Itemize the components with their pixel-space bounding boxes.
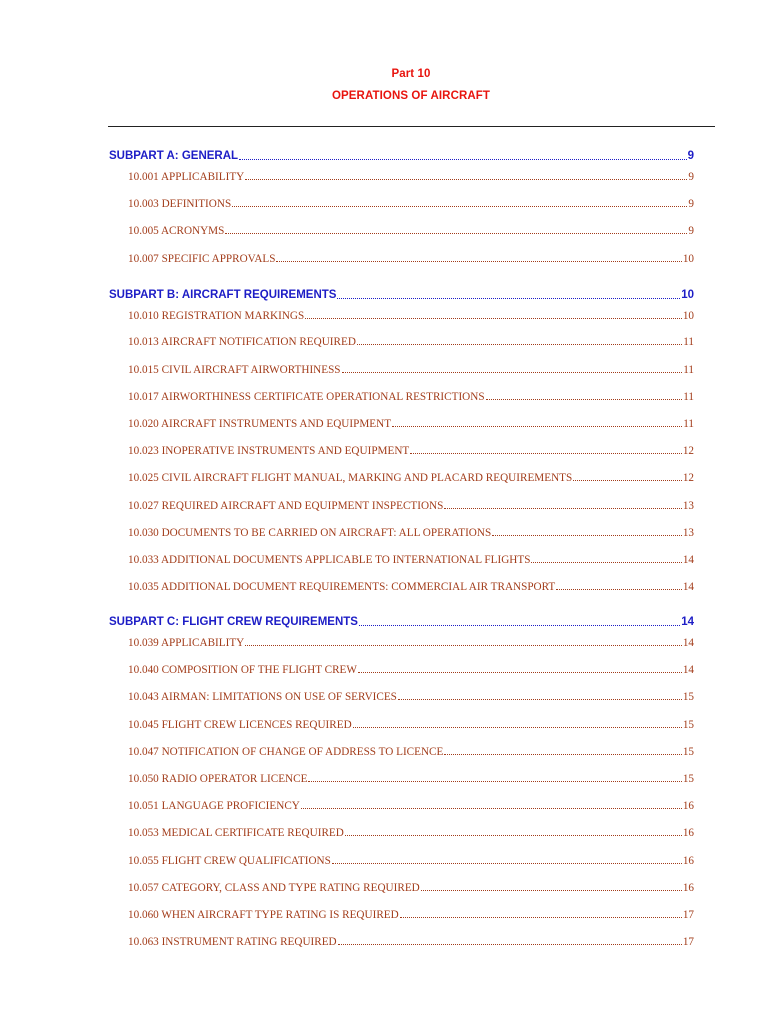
dot-leader <box>332 852 682 867</box>
toc-page-number: 10 <box>682 310 694 322</box>
toc-entry[interactable] <box>128 634 694 649</box>
toc-page-number: 10 <box>682 253 694 265</box>
toc-subpart-heading[interactable] <box>109 285 694 301</box>
dot-leader <box>345 824 682 839</box>
toc-entry-title: 10.045 FLIGHT CREW LICENCES REQUIRED <box>128 719 352 731</box>
dot-leader <box>337 285 680 301</box>
dot-leader <box>486 388 683 403</box>
toc-entry[interactable] <box>128 497 694 512</box>
toc-page-number: 11 <box>683 336 694 348</box>
toc-entry[interactable] <box>128 824 694 839</box>
toc-page-number: 15 <box>682 773 694 785</box>
toc-subpart-heading[interactable] <box>109 612 694 628</box>
toc-entry-title: 10.015 CIVIL AIRCRAFT AIRWORTHINESS <box>128 364 341 376</box>
toc-entry-title: SUBPART B: AIRCRAFT REQUIREMENTS <box>109 289 337 301</box>
toc-entry[interactable] <box>128 250 694 265</box>
toc-page-number: 14 <box>682 637 694 649</box>
dot-leader <box>556 578 682 593</box>
dot-leader <box>353 716 682 731</box>
toc-page-number: 12 <box>682 472 694 484</box>
toc-page-number: 12 <box>682 445 694 457</box>
toc-entry-title: 10.025 CIVIL AIRCRAFT FLIGHT MANUAL, MARKING AND PLACARD REQUIREMENTS <box>128 472 573 484</box>
dot-leader <box>357 333 682 348</box>
dot-leader <box>421 879 682 894</box>
toc-page-number: 14 <box>682 554 694 566</box>
toc-entry[interactable] <box>128 770 694 785</box>
dot-leader <box>492 524 682 539</box>
toc-page-number: 16 <box>682 800 694 812</box>
toc-page-number: 11 <box>683 418 694 430</box>
dot-leader <box>444 743 681 758</box>
dot-leader <box>239 146 687 162</box>
dot-leader <box>358 661 682 676</box>
dot-leader <box>245 168 687 183</box>
toc-entry-title: 10.039 APPLICABILITY <box>128 637 245 649</box>
toc-entry[interactable] <box>128 333 694 348</box>
toc-entry-title: 10.043 AIRMAN: LIMITATIONS ON USE OF SERVICES <box>128 691 397 703</box>
dot-leader <box>301 797 682 812</box>
dot-leader <box>305 307 682 322</box>
toc-page-number: 17 <box>682 936 694 948</box>
toc-entry[interactable] <box>128 852 694 867</box>
toc-page-number: 10 <box>681 289 694 301</box>
toc-page-number: 16 <box>682 827 694 839</box>
toc-page-number: 9 <box>688 198 694 210</box>
dot-leader <box>338 933 682 948</box>
toc-entry[interactable] <box>128 797 694 812</box>
toc-entry-title: 10.001 APPLICABILITY <box>128 171 245 183</box>
toc-page-number: 16 <box>682 855 694 867</box>
toc-entry-title: 10.010 REGISTRATION MARKINGS <box>128 310 305 322</box>
dot-leader <box>359 612 680 628</box>
toc-entry[interactable] <box>128 551 694 566</box>
toc-entry-title: 10.030 DOCUMENTS TO BE CARRIED ON AIRCRAFT: ALL OPERATIONS <box>128 527 492 539</box>
toc-entry[interactable] <box>128 578 694 593</box>
dot-leader <box>308 770 681 785</box>
toc-page-number: 9 <box>687 150 694 162</box>
dot-leader <box>398 688 682 703</box>
dot-leader <box>400 906 682 921</box>
toc-entry-title: 10.035 ADDITIONAL DOCUMENT REQUIREMENTS: COMMERCIAL AIR TRANSPORT <box>128 581 556 593</box>
toc-entry-title: 10.020 AIRCRAFT INSTRUMENTS AND EQUIPMENT <box>128 418 392 430</box>
toc-subpart-heading[interactable] <box>109 146 694 162</box>
toc-entry-title: 10.053 MEDICAL CERTIFICATE REQUIRED <box>128 827 344 839</box>
toc-entry-title: SUBPART C: FLIGHT CREW REQUIREMENTS <box>109 616 358 628</box>
toc-page-number: 14 <box>682 664 694 676</box>
dot-leader <box>531 551 681 566</box>
part-title: OPERATIONS OF AIRCRAFT <box>331 90 491 102</box>
dot-leader <box>245 634 682 649</box>
toc-page-number: 15 <box>682 691 694 703</box>
toc-entry[interactable] <box>128 879 694 894</box>
toc-entry[interactable] <box>128 388 694 403</box>
toc-entry[interactable] <box>128 222 694 237</box>
toc-entry[interactable] <box>128 307 694 322</box>
toc-entry-title: 10.055 FLIGHT CREW QUALIFICATIONS <box>128 855 331 867</box>
toc-page-number: 9 <box>688 171 694 183</box>
toc-page-number: 15 <box>682 719 694 731</box>
dot-leader <box>276 250 681 265</box>
dot-leader <box>342 361 683 376</box>
toc-entry[interactable] <box>128 168 694 183</box>
toc-page-number: 14 <box>682 581 694 593</box>
toc-page-number: 14 <box>681 616 694 628</box>
toc-entry[interactable] <box>128 688 694 703</box>
toc-entry-title: 10.013 AIRCRAFT NOTIFICATION REQUIRED <box>128 336 356 348</box>
toc-entry[interactable] <box>128 716 694 731</box>
dot-leader <box>444 497 681 512</box>
toc-entry-title: 10.060 WHEN AIRCRAFT TYPE RATING IS REQUIRED <box>128 909 399 921</box>
toc-entry[interactable] <box>128 743 694 758</box>
toc-entry-title: 10.063 INSTRUMENT RATING REQUIRED <box>128 936 337 948</box>
dot-leader <box>410 442 682 457</box>
toc-entry-title: 10.051 LANGUAGE PROFICIENCY <box>128 800 300 812</box>
dot-leader <box>573 469 682 484</box>
toc-entry[interactable] <box>128 469 694 484</box>
toc-entry-title: 10.033 ADDITIONAL DOCUMENTS APPLICABLE TO INTERNATIONAL FLIGHTS <box>128 554 531 566</box>
toc-entry[interactable] <box>128 195 694 210</box>
toc-entry-title: 10.003 DEFINITIONS <box>128 198 232 210</box>
dot-leader <box>392 415 682 430</box>
toc-entry[interactable] <box>128 933 694 948</box>
dot-leader <box>225 222 687 237</box>
toc-entry[interactable] <box>128 661 694 676</box>
toc-page-number: 16 <box>682 882 694 894</box>
toc-entry-title: 10.057 CATEGORY, CLASS AND TYPE RATING REQUIRED <box>128 882 420 894</box>
toc-entry-title: 10.023 INOPERATIVE INSTRUMENTS AND EQUIPMENT <box>128 445 410 457</box>
toc-entry[interactable] <box>128 361 694 376</box>
toc-page-number: 11 <box>683 391 694 403</box>
dot-leader <box>232 195 687 210</box>
toc-page-number: 13 <box>682 500 694 512</box>
toc-entry-title: 10.050 RADIO OPERATOR LICENCE <box>128 773 308 785</box>
toc-entry[interactable] <box>128 906 694 921</box>
toc-page-number: 11 <box>683 364 694 376</box>
header-divider <box>108 126 715 127</box>
toc-page-number: 13 <box>682 527 694 539</box>
toc-entry-title: 10.005 ACRONYMS <box>128 225 225 237</box>
part-number: Part 10 <box>391 68 431 80</box>
toc-entry[interactable] <box>128 442 694 457</box>
toc-entry-title: 10.017 AIRWORTHINESS CERTIFICATE OPERATIONAL RESTRICTIONS <box>128 391 485 403</box>
toc-entry-title: 10.047 NOTIFICATION OF CHANGE OF ADDRESS TO LICENCE <box>128 746 444 758</box>
toc-page-number: 17 <box>682 909 694 921</box>
toc-entry-title: 10.027 REQUIRED AIRCRAFT AND EQUIPMENT INSPECTIONS <box>128 500 444 512</box>
toc-entry-title: SUBPART A: GENERAL <box>109 150 239 162</box>
toc-page-number: 9 <box>688 225 694 237</box>
toc-entry-title: 10.040 COMPOSITION OF THE FLIGHT CREW <box>128 664 357 676</box>
toc-page-number: 15 <box>682 746 694 758</box>
toc-entry[interactable] <box>128 415 694 430</box>
toc-entry-title: 10.007 SPECIFIC APPROVALS <box>128 253 276 265</box>
toc-entry[interactable] <box>128 524 694 539</box>
